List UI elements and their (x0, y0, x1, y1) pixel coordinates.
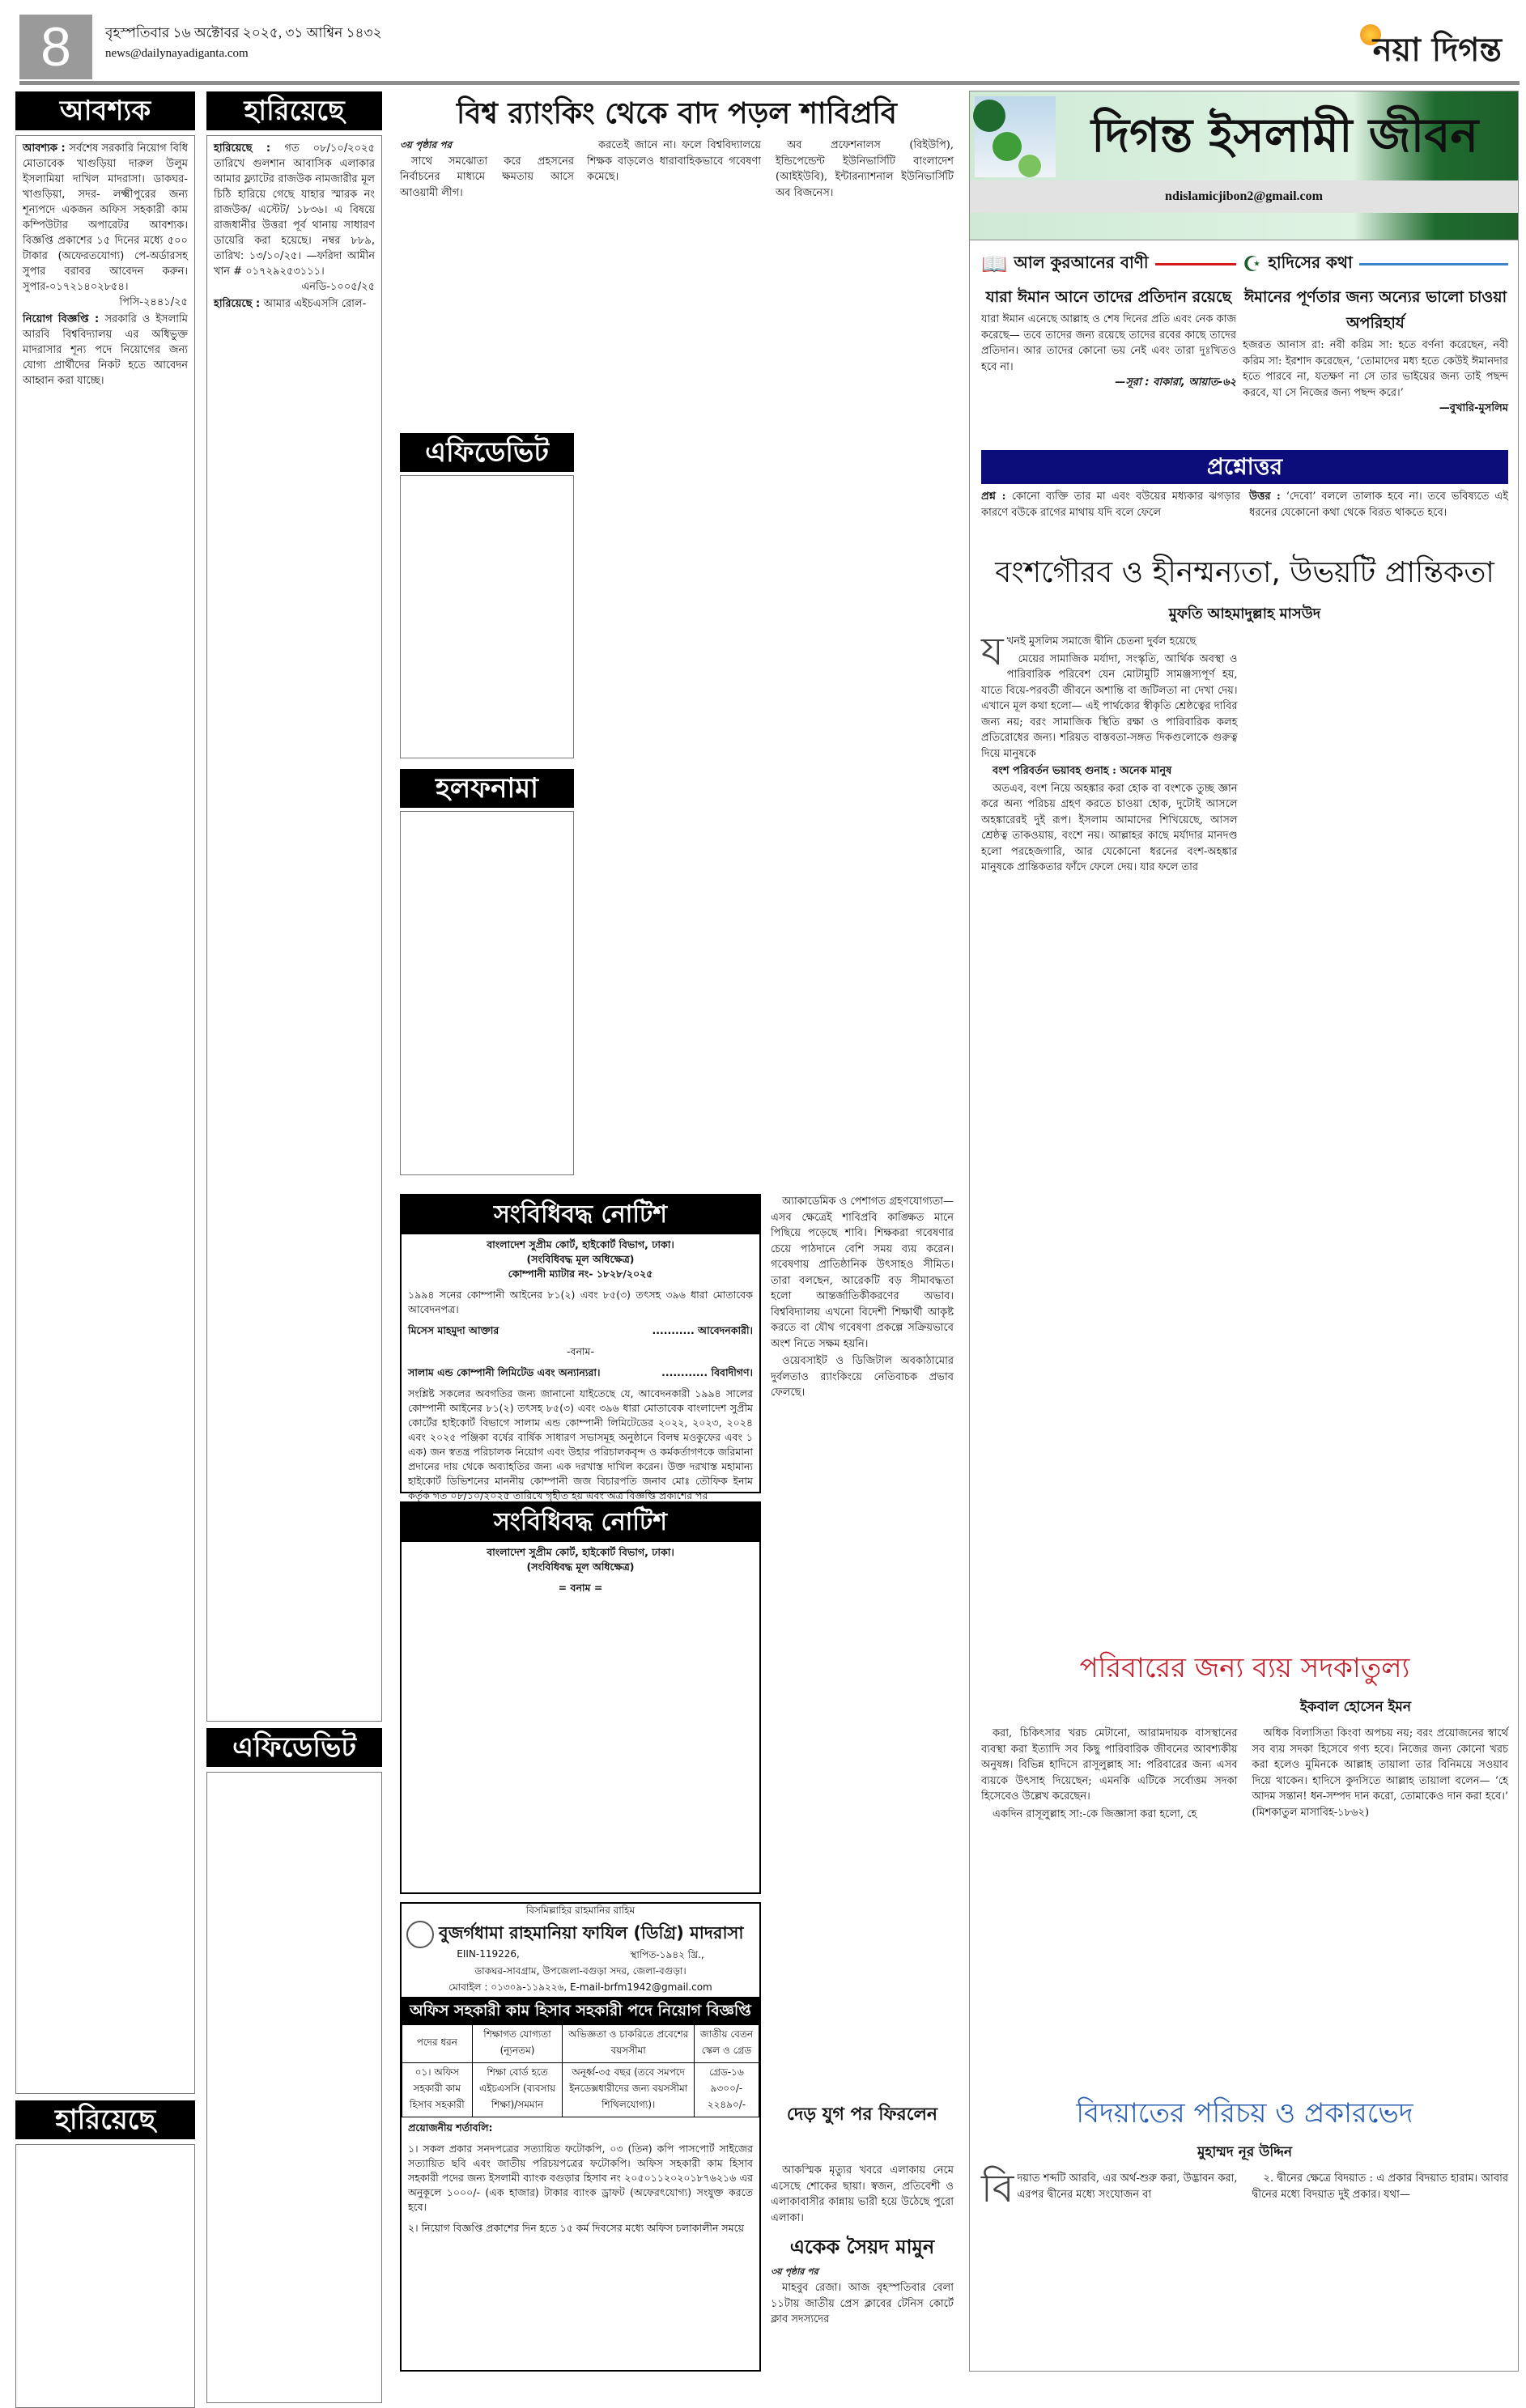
section-banner (969, 91, 1519, 240)
paragraph: করতেই জানে না। ফলে বিশ্ববিদ্যালয়ে শিক্ষক বাড়লেও ধারাবাহিকভাবে গবেষণা কমেছে। (587, 139, 761, 183)
logo-text: নয়া দিগন্ত (1372, 32, 1502, 69)
issue-date: বৃহস্পতিবার ১৬ অক্টোবর ২০২৫, ৩১ আশ্বিন ১৪৩২ (105, 25, 382, 40)
section-heading-lost: হারিয়েছে (15, 2100, 195, 2139)
paragraph: মাহবুব রেজা। আজ বৃহস্পতিবার বেলা ১১টায় জাতীয় প্রেস ক্লাবের টেনিস কোর্টে ক্লাব সদস্যদের (771, 2282, 954, 2325)
section-heading-wanted: আবশ্যক (15, 91, 195, 130)
qa-section (981, 450, 1508, 484)
article-author: ইকবাল হোসেন ইমন (1299, 1699, 1411, 1715)
section-email[interactable]: ndislamicjibon2@gmail.com (970, 180, 1518, 213)
condition-item: ২। নিয়োগ বিজ্ঞপ্তি প্রকাশের দিন হতে ১৫ কর্ম দিবসের মধ্যে অফিস চলাকালীন সময়ে (408, 2222, 744, 2234)
item-reference: পিসি-২৪৪১/২৫ (119, 296, 188, 308)
paragraph: অব প্রফেশনালস (বিইউপি), ইন্ডিপেন্ডেন্ট ইউনিভার্সিটি বাংলাদেশ (আইইউবি), ইন্টারন্যাশনাল ইউনিভার্সিটি অব বিজনেস। (776, 139, 954, 199)
classified-column-2 (206, 91, 382, 2403)
answer-label: উত্তর : (1249, 491, 1281, 503)
item-text: গত ০৮/১০/২০২৫ তারিখে গুলশান আবাসিক এলাকার আমার ফ্ল্যাটের রাজউক নামজারীর মূল চিঠি হারিয়ে গেছে যাহার স্মারক নং রাজউক/ এস্টেট/ ১৮৩৬। এ বিষয়ে রাজধানীর উত্তরা পূর্ব থানায় সাধারণ ডায়েরি করা হয়েছে। নম্বর ৮৮৯, তারিখ: ১৩/১০/২৫। —ফরিদা আমীন খান # ০১৭২৯২৫৩১১১। (214, 142, 375, 278)
qa-answer (1249, 489, 1508, 537)
mosque-crescent-icon: ☪ (1243, 252, 1262, 277)
page-number: 8 (19, 15, 92, 79)
divider (1359, 263, 1508, 265)
paragraph: অধিক বিলাসিতা কিংবা অপচয় নয়; বরং প্রয়োজনের স্বার্থে সব ব্যয় সদকা হিসেবে গণ্য হবে। নিজের জন্য কোনো খরচ করা হলেও মুমিনকে আল্লাহ তায়ালা তার বিনিময়ে সওয়াব দিয়ে থাকেন। হাদিসে কুদসিতে আল্লাহ তায়ালা বলেন— ‘হে আদম সন্তান! ধন-সম্পদ দান করো, তোমাকেও দান করা হবে।’ (মিশকাতুল মাসাবিহ-১৮৬২) (1252, 1727, 1508, 1819)
notice-heading: সংবিধিবদ্ধ নোটিশ (402, 1196, 759, 1234)
notice-body: সংশ্লিষ্ট সকলের অবগতির জন্য জানানো যাইতেছে যে, আবেদনকারী ১৯৯৪ সালের কোম্পানী আইনের ৮১(২) তৎসহ ৮৫(৩) এবং ৩৯৬ ধারা মোতাবেক বাংলাদেশ সুপ্রীম কোর্টের হাইকোর্ট বিভাগে সালাম এন্ড কোম্পানী লিমিটেডের ২০২২, ২০২৩, ২০২৪ এবং ২০২৫ পঞ্জিকা বর্ষের বার্ষিক সাধারণ সভাসমূহ অনুষ্ঠানে বিলম্ব মওকুফের এবং ১ এক) জন স্বতন্ত্র পরিচালক নিয়োগ এবং উহার পরিচালকবৃন্দ ও কর্মকর্তাগণকে জরিমানা প্রদানের দায় থেকে অব্যাহতির জন্য এক দরখাস্ত দাখিল করেন। উক্ত দরখাস্ত মহামান্য হাইকোর্ট ডিভিশনের মাননীয় কোম্পানী জজ বিচারপতি জনাব মোঃ তৌফিক ইনাম কর্তৃক গত ০৮/১০/২০২৫ তারিখে গৃহীত হয় এবং অত্র বিজ্ঞপ্তি প্রকাশের পর (408, 1387, 753, 1501)
notice-heading: সংবিধিবদ্ধ নোটিশ (402, 1503, 759, 1542)
madrasa-seal-icon (406, 1921, 434, 1948)
quran-label: আল কুরআনের বাণী (1014, 253, 1149, 272)
story-headline: দেড় যুগ পর ফিরলেন (786, 2104, 938, 2125)
jurisdiction: (সংবিধিবদ্ধ মূল অধিক্ষেত্র) (526, 1561, 635, 1573)
divider (1155, 263, 1236, 265)
classified-item (23, 141, 188, 310)
item-text: সর্বশেষ সরকারি নিয়োগ বিধি মোতাবেক খাগুড়িয়া দারুল উলুম ইসলামিয়া দাখিল মাদরাসা। ডাকঘর- খাগুড়িয়া, সদর- লক্ষ্মীপুরের জন্য শূন্যপদে একজন অফিস সহকারী কাম কম্পিউটার অপারেটর আবশ্যক। বিজ্ঞপ্তি প্রকাশের ১৫ দিনের মধ্যে ৫০০ টাকার (অফেরতযোগ্য) পে-অর্ডারসহ সুপার বরাবর আবেদন করুন। সুপার-০১৭২১৪০২৮৫৪। (23, 142, 188, 293)
contact: মোবাইল : ০১৩০৯-১১৯২২৬, E-mail-brfm1942@gmail.com (448, 1981, 712, 1993)
continued-label: ৩য় পৃষ্ঠার পর (771, 2266, 818, 2277)
article-family-spending (981, 1647, 1508, 2098)
paragraph: মেয়ের সামাজিক মর্যাদা, সংস্কৃতি, আর্থিক অবস্থা ও পারিবারিক পরিবেশ যেন মোটামুটি সামঞ্জস্যপূর্ণ হয়, যাতে বিয়ে-পরবর্তী জীবনে অশান্তি বা জটিলতা না দেখা দেয়। এখানে মূল কথা হলো— এই পার্থক্যের স্বীকৃতি শ্রেষ্ঠত্বের দাবির জন্য নয়; বরং সামাজিক স্থিতি রক্ষা ও পারিবারিক কলহ প্রতিরোধের জন্য। শরিয়ত বাস্তবতা-সঙ্গত দিকগুলোকে গুরুত্ব দিয়ে মানুষকে (981, 652, 1238, 760)
continued-label: ৩য় পৃষ্ঠার পর (400, 139, 453, 151)
article-title: বংশগৌরব ও হীনম্মন্যতা, উভয়টি প্রান্তিকতা (995, 556, 1494, 589)
hadith-title: ঈমানের পূর্ণতার জন্য অন্যের ভালো চাওয়া অপরিহার্য (1243, 288, 1507, 332)
paragraph: ২. দ্বীনের ক্ষেত্রে বিদয়াত : এ প্রকার বিদয়াত হারাম। আবার দ্বীনের মধ্যে বিদয়াত দুই প্রকার। যথা— (1252, 2172, 1508, 2201)
decor-dot (973, 100, 1005, 132)
affidavit-box (400, 433, 574, 758)
item-reference: এনডি-১০০৫/২৫ (301, 281, 375, 293)
paragraph: আকস্মিক মৃত্যুর খবরে এলাকায় নেমে এসেছে শোকের ছায়া। স্বজন, প্রতিবেশী ও এলাকাবাসীর কান্নায় ভারী হয়ে উঠেছে পুরো এলাকা। (771, 2164, 954, 2224)
item-label: আবশ্যক : (23, 142, 70, 155)
short-stories (771, 2100, 954, 2329)
paragraph: খনই মুসলিম সমাজে দ্বীনি চেতনা দুর্বল হয়েছে (1006, 635, 1197, 648)
eiin: EIIN-119226, (457, 1948, 520, 1960)
notice-court (402, 1234, 759, 1285)
petitioner: মিসেস মাহমুদা আক্তার (408, 1324, 499, 1336)
madrasa-name: বুজর্গধামা রাহমানিয়া ফাযিল (ডিগ্রি) মাদরাসা (439, 1923, 744, 1943)
quran-book-icon: 📖 (981, 252, 1008, 277)
section-title: দিগন্ত ইসলামী জীবন (1091, 108, 1479, 163)
paragraph: অতএব, বংশ নিয়ে অহঙ্কার করা হোক বা বংশকে তুচ্ছ জ্ঞান করে অন্য পরিচয় গ্রহণ করতে চাওয়া হোক, দুটোই আসলে অহঙ্কারেরই দুই রূপ। ইসলাম আমাদের শিখিয়েছে, আসল শ্রেষ্ঠত্ব তাকওয়ায়, বংশে নয়। আল্লাহর কাছে মর্যাদার মানদণ্ড হলো পরহেজগারি, আর যেকোনো ধরনের বংশ-অহঙ্কার মানুষকে প্রান্তিকতার ফাঁদে ফেলে দেয়। যার ফলে তার (981, 782, 1238, 873)
paragraph: ওয়েবসাইট ও ডিজিটাল অবকাঠামোর দুর্বলতাও র‍্যাংকিংয়ে নেতিবাচক প্রভাব ফেলছে। (771, 1355, 954, 1399)
article-column (771, 1194, 954, 2084)
affidavit-text (400, 475, 574, 758)
paragraph: সাথে সমঝোতা করে প্রহসনের নির্বাচনের মাধ্যমে ক্ষমতায় আসে আওয়ামী লীগ। (400, 155, 574, 199)
column-header: শিক্ষাগত যোগ্যতা (ন্যূনতম) (472, 2025, 563, 2063)
court-name: বাংলাদেশ সুপ্রীম কোর্ট, হাইকোর্ট বিভাগ, ঢাকা। (487, 1546, 674, 1558)
affidavit-list (206, 1772, 382, 2403)
classified-list (206, 135, 382, 1722)
court-name: বাংলাদেশ সুপ্রীম কোর্ট, হাইকোর্ট বিভাগ, ঢাকা। (487, 1238, 674, 1251)
quran-title: যারা ঈমান আনে তাদের প্রতিদান রয়েছে (985, 288, 1232, 306)
table-cell: ০১। অফিস সহকারী কাম হিসাব সহকারী (402, 2063, 473, 2117)
condition-item: ১। সকল প্রকার সনদপত্রের সত্যায়িত ফটোকপি, ০৩ (তিন) কপি পাসপোর্ট সাইজের সত্যায়িত ছবি এবং জাতীয় পরিচয়পত্রের ফটোকপি। অফিস সহকারী কাম হিসাব সহকারী পদের জন্য ইসলামী ব্যাংক বগুড়ার হিসাব নং ২০৫০১১২০২০১৮৭৬২১৬ এর অনুকূলে ১০০০/- (এক হাজার) টাকার ব্যাংক ড্রাফট (অফেরৎযোগ্য) সংযুক্ত করতে হবে। (408, 2143, 753, 2213)
halafnama-box (400, 769, 574, 1175)
classified-item (214, 141, 375, 295)
classified-item (214, 296, 375, 312)
drop-cap: য (981, 629, 1004, 674)
hadith-label: হাদিসের কথা (1268, 253, 1353, 272)
versus: = বনাম = (558, 1582, 603, 1594)
qa-heading: প্রশ্নোত্তর (981, 450, 1508, 484)
section-heading-halafnama: হলফনামা (400, 769, 574, 808)
article-author: মুফতি আহমাদুল্লাহ মাসউদ (1168, 605, 1321, 622)
table-header-row (402, 2025, 759, 2063)
act-reference: ১৯৯৪ সনের কোম্পানী আইনের ৮১(২) এবং ৮৫(৩) তৎসহ ৩৯৬ ধারা মোতাবেক আবেদনপত্র। (408, 1289, 753, 1315)
halafnama-text (400, 811, 574, 1175)
paragraph: দয়াত শব্দটি আরবি, এর অর্থ-শুরু করা, উদ্ভাবন করা, এরপর দ্বীনের মধ্যে সংযোজন বা (1017, 2172, 1238, 2201)
quran-text: যারা ঈমান এনেছে আল্লাহ ও শেষ দিনের প্রতি এবং নেক কাজ করেছে— তবে তাদের জন্য রয়েছে তাদের রবের কাছে তাদের প্রতিদান। আর তাদের কোনো ভয় নেই এবং তারা দুঃখিতও হবে না। (981, 313, 1236, 373)
table-cell: শিক্ষা বোর্ড হতে এইচএসসি (ব্যবসায় শিক্ষা)/সমমান (472, 2063, 563, 2117)
established: স্থাপিত-১৯৪২ খ্রি., (630, 1949, 704, 1960)
classified-list-lost (15, 2144, 195, 2408)
statutory-notice (400, 1194, 761, 1501)
column-header: পদের ধরন (402, 2025, 473, 2063)
item-text: আমার এইচএসসি রোল- (263, 298, 367, 310)
article-column (776, 138, 954, 1182)
table-row (402, 2063, 759, 2117)
paragraph: অ্যাকাডেমিক ও পেশাগত গ্রহণযোগ্যতা— এসব ক্ষেত্রেই শাবিপ্রবি কাঙ্ক্ষিত মানে পিছিয়ে পড়েছে শাবি। শিক্ষকরা গবেষণার চেয়ে পাঠদানে বেশি সময় ব্যয় করেন। গবেষণায় প্রাতিষ্ঠানিক উৎসাহও সীমিত। তারা বলছেন, আরেকটি বড় সীমাবদ্ধতা হলো আন্তর্জাতিকীকরণের অভাব। বিশ্ববিদ্যালয় এখনো বিদেশী শিক্ষার্থী আকৃষ্ট করতে বা যৌথ গবেষণা প্রকল্পে সক্রিয়ভাবে অংশ নিতে সক্ষম হয়নি। (771, 1196, 954, 1350)
header-divider (19, 81, 1520, 85)
item-label: নিয়োগ বিজ্ঞপ্তি : (23, 313, 105, 325)
article-column (400, 138, 574, 429)
ad-title: অফিস সহকারী কাম হিসাব সহকারী পদে নিয়োগ বিজ্ঞপ্তি (402, 1997, 759, 2024)
article-title: পরিবারের জন্য ব্যয় সদকাতুল্য (1079, 1652, 1410, 1684)
respondent-role: ............ বিবাদীগণ। (661, 1366, 753, 1378)
respondent: সালাম এন্ড কোম্পানী লিমিটেড এবং অন্যান্যরা। (408, 1366, 601, 1378)
address: ডাকঘর-সাবগ্রাম, উপজেলা-বগুড়া সদর, জেলা-বগুড়া। (474, 1965, 686, 1977)
section-heading-affidavit: এফিডেভিট (206, 1728, 382, 1767)
drop-cap: বি (981, 2166, 1014, 2211)
paragraph: একদিন রাসূলুল্লাহ সা:-কে জিজ্ঞাসা করা হলো, হে (993, 1807, 1197, 1820)
question-label: প্রশ্ন : (981, 491, 1006, 503)
hadith-text: হজরত আনাস রা: নবী করিম সা: হতে বর্ণনা করেছেন, নবী করিম সা: ইরশাদ করেছেন, ‘তোমাদের মধ্য হতে কেউই ঈমানদার হতে পারবে না, যতক্ষণ না সে তার ভাইয়ের জন্য তাই পছন্দ করবে, যা সে নিজের জন্য পছন্দ করে।’ (1243, 339, 1508, 399)
article-column (587, 138, 761, 1182)
item-text: সরকারি ও ইসলামি আরবি বিশ্ববিদ্যালয় এর অধিভুক্ত মাদরাসার শূন্য পদে নিয়োগের জন্য যোগ্য প্রার্থীদের নিকট হতে আবেদন আহ্বান করা যাচ্ছে। (23, 313, 188, 387)
column-header: অভিজ্ঞতা ও চাকরিতে প্রবেশের বয়সসীমা (563, 2025, 694, 2063)
decor-dot (993, 132, 1022, 161)
item-label: হারিয়েছে : (214, 298, 264, 310)
hadith-source: —বুখারি-মুসলিম (1439, 402, 1508, 414)
section-heading-affidavit: এফিডেভিট (400, 433, 574, 472)
qa-question (981, 489, 1240, 537)
article-lineage (981, 550, 1508, 1589)
story-headline: একেক সৈয়দ মামুন (789, 2236, 935, 2258)
decor-dot (1018, 155, 1041, 177)
classified-item (23, 312, 188, 389)
petitioner-role: ........... আবেদনকারী। (652, 1324, 753, 1336)
classified-column-1 (15, 91, 195, 2408)
paragraph: করা, চিকিৎসার খরচ মেটানো, আরামদায়ক বাসস্থানের ব্যবস্থা করা ইত্যাদি সব কিছু পারিবারিক জীবনের আবশ্যকীয় অনুষঙ্গ। বিভিন্ন হাদিসে রাসূলুল্লাহ সা: পরিবারের জন্য এসব ব্যয়কে উৎসাহ দিয়েছেন; এমনকি এটিকে সর্বোত্তম সদকা হিসেবেও উল্লেখ করেছেন। (981, 1727, 1238, 1803)
job-table (402, 2024, 759, 2117)
column-header: জাতীয় বেতন স্কেল ও গ্রেড (694, 2025, 759, 2063)
bismillah: বিসমিল্লাহির রাহমানির রাহিম (525, 1905, 635, 1916)
news-email-link[interactable]: news@dailynayadiganta.com (105, 47, 249, 60)
paragraph: বংশ পরিবর্তন ভয়াবহ গুনাহ : অনেক মানুষ (993, 765, 1172, 777)
conditions-heading: প্রয়োজনীয় শর্তাবলি: (408, 2121, 493, 2134)
hadith-box (1243, 251, 1508, 418)
classified-list (15, 135, 195, 2094)
statutory-notice (400, 1501, 761, 1894)
newspaper-logo (1360, 24, 1502, 79)
versus: -বনাম- (566, 1345, 594, 1357)
question-text: কোনো ব্যক্তি তার মা এবং বউয়ের মধ্যকার ঝগড়ার কারণে বউকে রাগের মাথায় যদি বলে ফেলে (981, 491, 1240, 519)
article-title: বিদয়াতের পরিচয় ও প্রকারভেদ (1076, 2097, 1413, 2130)
job-advertisement (400, 1902, 761, 2372)
article-author: মুহাম্মদ নূর উদ্দিন (1197, 2144, 1293, 2160)
table-cell: অনূর্ধ্ব-৩৫ বছর (তবে সমপদে ইনডেক্সধারীদের জন্য বয়সসীমা শিথিলযোগ্য)। (563, 2063, 694, 2117)
section-heading-lost: হারিয়েছে (206, 91, 382, 130)
table-cell: গ্রেড-১৬ ৯৩০০/- ২২৪৯০/- (694, 2063, 759, 2117)
jurisdiction: (সংবিধিবদ্ধ মূল অধিক্ষেত্র) (526, 1253, 635, 1265)
article-bidah (981, 2092, 1508, 2373)
answer-text: ‘দেবো’ বললে তালাক হবে না। তবে ভবিষ্যতে এই ধরনের যেকোনো কথা থেকে বিরত থাকতে হবে। (1249, 491, 1508, 519)
item-label: হারিয়েছে : (214, 142, 285, 155)
headline: বিশ্ব র‍্যাংকিং থেকে বাদ পড়ল শাবিপ্রবি (457, 97, 897, 130)
quran-source: —সূরা : বাকারা, আয়াত-৬২ (1115, 376, 1236, 389)
matter-number: কোম্পানী ম্যাটার নং- ১৮২৮/২০২৫ (508, 1268, 653, 1280)
quran-box (981, 251, 1236, 392)
